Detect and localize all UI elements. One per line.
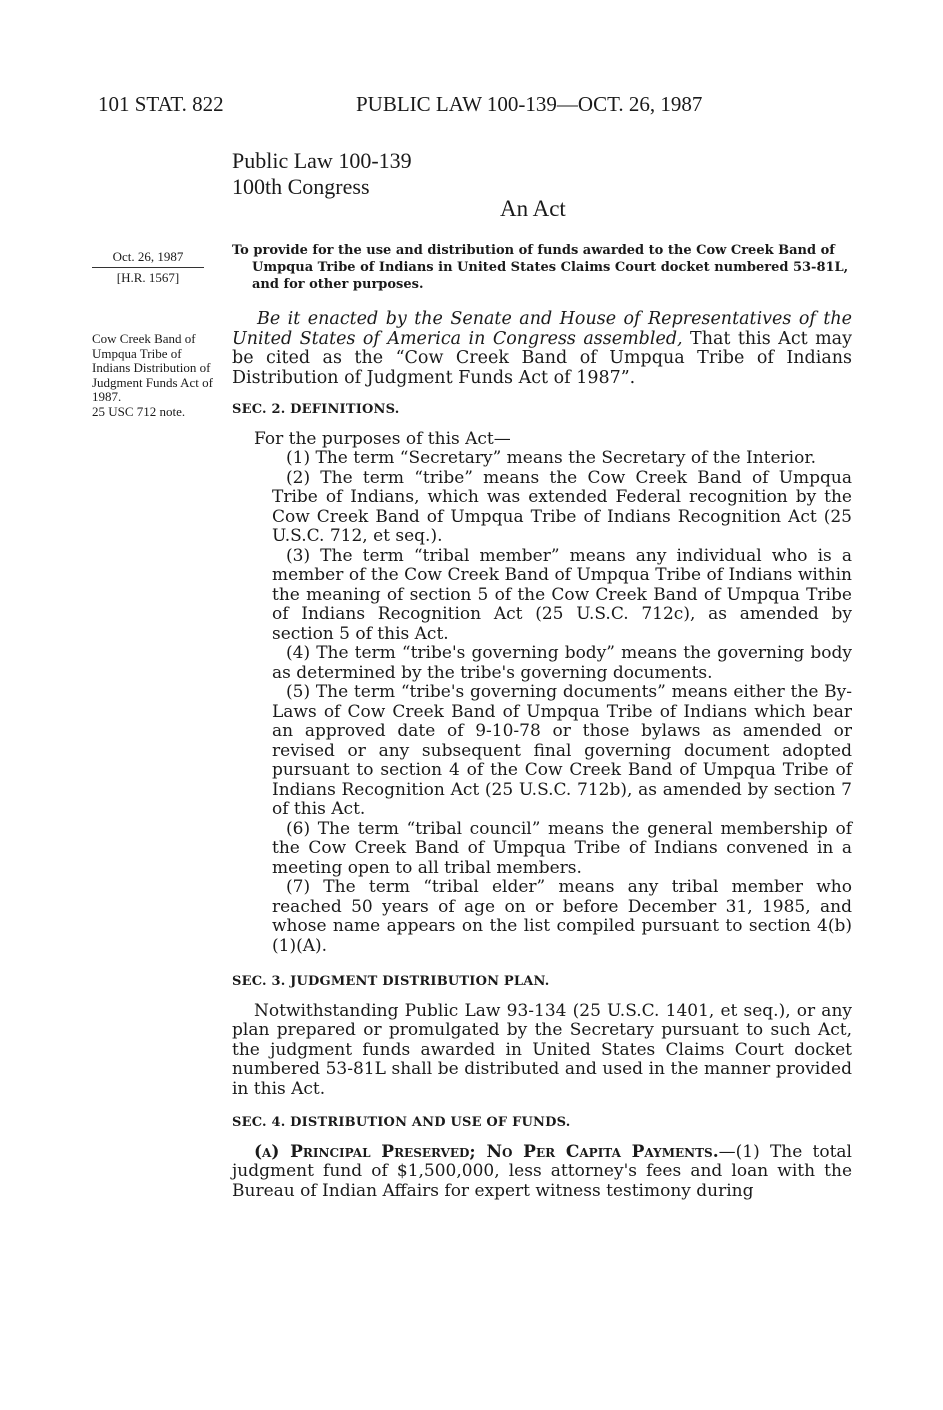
definition-item: (5) The term “tribe's governing documents” means either the By-Laws of Cow Creek Band of Umpqua Tribe of Indians which bear an approved date of 9-10-78 or those bylaws as amended or revised or any subsequent final governing document adopted pursuant to section 4 of the Cow Creek Band of Umpqua Tribe of Indians Recognition Act (25 U.S.C. 712b), as amended by section 7 of this Act. xyxy=(272,682,852,819)
definition-item: (4) The term “tribe's governing body” means the governing body as determined by the tribe's governing documents. xyxy=(272,643,852,683)
congress-number: 100th Congress xyxy=(232,174,370,199)
section-4-heading: SEC. 4. DISTRIBUTION AND USE OF FUNDS. xyxy=(232,1115,571,1130)
enacting-formula: Be it enacted by the Senate and House of Representatives of the United States of America in Congress assembled, xyxy=(232,309,852,349)
definition-item: (7) The term “tribal elder” means any tribal member who reached 50 years of age on or before December 31, 1985, and whose name appears on the list compiled pursuant to section 4(b)(1)(A). xyxy=(272,877,852,956)
short-title-text: That this Act may be cited as the “Cow Creek Band of Umpqua Tribe of Indians Distribution of Judgment Funds Act of 1987”. xyxy=(232,328,852,388)
act-purpose xyxy=(232,242,854,293)
section-4a-text xyxy=(232,1143,852,1202)
purpose-text: To provide for the use and distribution of funds awarded to the Cow Creek Band of Umpqua Tribe of Indians in United States Claims Court docket numbered 53-81L, and for other purposes. xyxy=(232,243,849,292)
section-3-text: Notwithstanding Public Law 93-134 (25 U.S.C. 1401, et seq.), or any plan prepared or promulgated by the Secretary pursuant to such Act, the judgment funds awarded in United States Claims Court docket numbered 53-81L shall be distributed and used in the manner provided in this Act. xyxy=(232,1000,852,1099)
margin-short-title-note: Cow Creek Band of Umpqua Tribe of Indians Distribution of Judgment Funds Act of 1987. xyxy=(92,331,213,404)
margin-bill-number: [H.R. 1567] xyxy=(116,270,180,285)
law-title-block xyxy=(232,148,412,200)
definition-item: (6) The term “tribal council” means the general membership of the Cow Creek Band of Umpqua Tribe of Indians convened in a meeting open to all tribal members. xyxy=(272,818,852,878)
enacting-clause xyxy=(232,310,852,388)
subsection-text: —(1) The total judgment fund of $1,500,000, less attorney's fees and loan with the Bureau of Indian Affairs for expert witness testimony during xyxy=(232,1141,852,1201)
margin-usc-note: 25 USC 712 note. xyxy=(92,403,186,419)
subsection-label: (a) Principal Preserved; No Per Capita Payments. xyxy=(254,1141,719,1162)
margin-date: Oct. 26, 1987 xyxy=(92,249,204,268)
margin-notes xyxy=(92,332,217,419)
page-running-title: PUBLIC LAW 100-139—OCT. 26, 1987 xyxy=(356,92,703,116)
section-3-heading: SEC. 3. JUDGMENT DISTRIBUTION PLAN. xyxy=(232,974,550,989)
definition-item: (1) The term “Secretary” means the Secretary of the Interior. xyxy=(286,448,817,468)
definition-item: (3) The term “tribal member” means any individual who is a member of the Cow Creek Band of Umpqua Tribe of Indians within the meaning of section 5 of the Cow Creek Band of Umpqua Tribe of Indians Recognition Act (25 U.S.C. 712c), as amended by section 5 of this Act. xyxy=(272,545,852,644)
section-2-intro: For the purposes of this Act— xyxy=(254,428,511,449)
an-act-heading: An Act xyxy=(500,196,566,221)
section-2-heading: SEC. 2. DEFINITIONS. xyxy=(232,402,400,417)
act-body xyxy=(232,310,852,1201)
definition-item: (2) The term “tribe” means the Cow Creek Band of Umpqua Tribe of Indians, which was extended Federal recognition by the Cow Creek Band of Umpqua Tribe of Indians Recognition Act (25 U.S.C. 712, et seq.). xyxy=(272,467,852,546)
page-stat-citation: 101 STAT. 822 xyxy=(98,92,224,116)
public-law-number: Public Law 100-139 xyxy=(232,148,412,173)
